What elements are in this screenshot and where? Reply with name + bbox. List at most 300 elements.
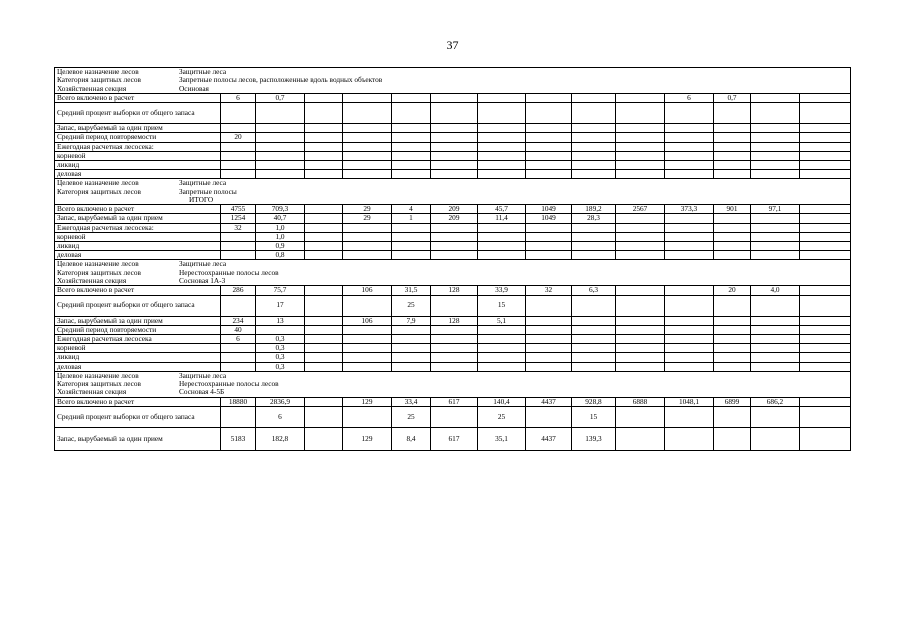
table-cell [751, 93, 800, 102]
table-cell [343, 223, 392, 232]
table-cell [800, 316, 851, 325]
table-cell [478, 251, 526, 260]
table-cell: 1 [392, 214, 431, 223]
table-cell [305, 427, 343, 450]
table-cell [343, 124, 392, 133]
row-label: Средний процент выборки от общего запаса [55, 406, 221, 427]
table-cell [305, 170, 343, 179]
table-cell: 617 [431, 427, 478, 450]
section-header-line [57, 188, 848, 196]
table-cell [572, 170, 616, 179]
table-cell [572, 151, 616, 160]
table-cell [572, 103, 616, 124]
table-cell [431, 362, 478, 371]
table-cell [343, 406, 392, 427]
section-header [55, 179, 851, 205]
table-cell [751, 232, 800, 241]
table-cell [800, 397, 851, 406]
table-cell [616, 160, 665, 169]
table-cell [714, 124, 751, 133]
table-cell [343, 353, 392, 362]
table-cell [478, 353, 526, 362]
table-cell [616, 251, 665, 260]
table-cell [305, 232, 343, 241]
table-cell [800, 242, 851, 251]
header-key: Хозяйственная секция [57, 83, 127, 93]
table-cell: 901 [714, 205, 751, 214]
table-cell: 4,0 [751, 286, 800, 295]
table-cell [572, 362, 616, 371]
table-cell [800, 170, 851, 179]
table-row [55, 160, 851, 169]
table-cell [305, 334, 343, 343]
table-cell [751, 353, 800, 362]
table-cell [616, 170, 665, 179]
table-cell: 0,9 [256, 242, 305, 251]
row-label: ликвид [55, 353, 221, 362]
header-key: Категория защитных лесов [57, 267, 141, 277]
table-cell [616, 406, 665, 427]
table-row [55, 397, 851, 406]
row-label: Всего включено в расчет [55, 397, 221, 406]
table-cell [305, 286, 343, 295]
table-cell [665, 214, 714, 223]
table-cell: 7,9 [392, 316, 431, 325]
table-cell: 1048,1 [665, 397, 714, 406]
table-cell [751, 344, 800, 353]
table-cell [616, 242, 665, 251]
row-label: Средний процент выборки от общего запаса [55, 103, 221, 124]
table-cell [800, 251, 851, 260]
table-cell [431, 133, 478, 142]
table-cell [305, 295, 343, 316]
table-cell: 4437 [526, 427, 572, 450]
table-cell [392, 142, 431, 151]
table-cell [478, 170, 526, 179]
table-cell [751, 251, 800, 260]
table-cell [431, 295, 478, 316]
table-cell [305, 325, 343, 334]
table-cell [714, 214, 751, 223]
section-header-line [57, 380, 848, 388]
table-cell: 686,2 [751, 397, 800, 406]
table-cell [431, 124, 478, 133]
table-cell [800, 295, 851, 316]
row-label: Средний период повторяемости [55, 133, 221, 142]
table-cell [305, 344, 343, 353]
table-cell [572, 242, 616, 251]
table-cell [714, 151, 751, 160]
table-cell: 97,1 [751, 205, 800, 214]
header-key [57, 196, 179, 204]
table-row [55, 406, 851, 427]
table-cell [714, 103, 751, 124]
table-cell [751, 142, 800, 151]
table-cell: 0,3 [256, 334, 305, 343]
table-cell [431, 406, 478, 427]
table-cell [714, 325, 751, 334]
table-cell [305, 214, 343, 223]
header-value: Сосновая 1А-3 [179, 276, 226, 286]
table-cell [800, 325, 851, 334]
header-value: Нерестоохранные полосы лесов [179, 267, 279, 277]
table-cell: 28,3 [572, 214, 616, 223]
table-cell [392, 103, 431, 124]
table-cell [305, 223, 343, 232]
table-row [55, 142, 851, 151]
table-cell [800, 286, 851, 295]
table-cell [431, 103, 478, 124]
header-value: Запретные полосы [179, 186, 237, 196]
table-cell: 31,5 [392, 286, 431, 295]
table-cell [665, 124, 714, 133]
row-label: Запас, вырубаемый за один прием [55, 124, 221, 133]
table-cell [256, 103, 305, 124]
table-cell [478, 142, 526, 151]
table-row [55, 214, 851, 223]
section-header-line [57, 269, 848, 277]
table-cell [343, 295, 392, 316]
table-cell [665, 325, 714, 334]
table-row [55, 124, 851, 133]
header-value: Защитные леса [179, 371, 227, 380]
table-cell [800, 93, 851, 102]
table-cell [478, 133, 526, 142]
row-label: Средний процент выборки от общего запаса [55, 295, 221, 316]
header-key: Целевое назначение лесов [57, 259, 139, 269]
section-header [55, 68, 851, 94]
table-cell: 18880 [221, 397, 256, 406]
row-label: Запас, вырубаемый за один прием [55, 316, 221, 325]
table-cell [526, 133, 572, 142]
table-cell [572, 93, 616, 102]
table-cell [665, 427, 714, 450]
table-cell [478, 325, 526, 334]
table-cell [526, 170, 572, 179]
table-cell: 0,8 [256, 251, 305, 260]
table-cell [572, 223, 616, 232]
table-cell [714, 406, 751, 427]
table-cell [714, 295, 751, 316]
table-cell [256, 170, 305, 179]
table-cell [800, 160, 851, 169]
table-cell [221, 344, 256, 353]
table-cell [526, 124, 572, 133]
table-cell: 0,3 [256, 362, 305, 371]
row-label: деловая [55, 251, 221, 260]
table-row [55, 232, 851, 241]
row-label: деловая [55, 170, 221, 179]
table-cell [714, 223, 751, 232]
header-key: Хозяйственная секция [57, 276, 127, 286]
table-cell: 32 [221, 223, 256, 232]
table-cell: 4437 [526, 397, 572, 406]
table-cell [478, 334, 526, 343]
table-cell: 6 [221, 93, 256, 102]
header-value: Осиновая [179, 83, 209, 93]
table-cell [392, 344, 431, 353]
table-cell [665, 160, 714, 169]
row-label: Ежегодная расчетная лесосека: [55, 223, 221, 232]
table-cell: 1,0 [256, 223, 305, 232]
table-cell [751, 151, 800, 160]
table-cell [526, 325, 572, 334]
table-row [55, 205, 851, 214]
table-cell: 2567 [616, 205, 665, 214]
section-header-row [55, 371, 851, 397]
row-label: ликвид [55, 242, 221, 251]
table-cell [431, 242, 478, 251]
table-cell [665, 170, 714, 179]
table-cell [343, 362, 392, 371]
table-cell [343, 251, 392, 260]
table-row [55, 170, 851, 179]
page-number: 37 [446, 38, 459, 52]
table-cell [478, 242, 526, 251]
table-cell [526, 334, 572, 343]
table-cell [305, 205, 343, 214]
table-cell [392, 93, 431, 102]
table-cell [305, 124, 343, 133]
table-cell: 140,4 [478, 397, 526, 406]
row-label: Всего включено в расчет [55, 205, 221, 214]
table-cell [714, 427, 751, 450]
table-cell [751, 124, 800, 133]
table-cell [431, 223, 478, 232]
table-cell: 234 [221, 316, 256, 325]
row-label: Средний период повторяемости [55, 325, 221, 334]
table-cell [526, 316, 572, 325]
table-cell [714, 232, 751, 241]
table-cell [392, 170, 431, 179]
table-cell [343, 325, 392, 334]
table-cell [305, 397, 343, 406]
section-header-line [57, 68, 848, 76]
table-cell [665, 232, 714, 241]
row-label: корневой [55, 344, 221, 353]
table-cell: 40 [221, 325, 256, 334]
table-cell [221, 232, 256, 241]
table-cell [751, 334, 800, 343]
table-cell [665, 353, 714, 362]
table-cell [751, 295, 800, 316]
table-row [55, 251, 851, 260]
table-cell [665, 286, 714, 295]
table-cell [431, 344, 478, 353]
table-cell [751, 362, 800, 371]
table-cell [478, 232, 526, 241]
section-header-row [55, 68, 851, 94]
header-key: Целевое назначение лесов [57, 67, 139, 76]
table-cell [572, 142, 616, 151]
table-row [55, 344, 851, 353]
table-cell: 6 [665, 93, 714, 102]
table-cell: 25 [392, 295, 431, 316]
table-cell [431, 142, 478, 151]
table-cell [751, 406, 800, 427]
row-label: Всего включено в расчет [55, 286, 221, 295]
table-cell [221, 103, 256, 124]
table-cell [343, 170, 392, 179]
table-cell: 1049 [526, 214, 572, 223]
header-value: Запретные полосы лесов, расположенные вдоль водных объектов [179, 75, 383, 85]
table-cell: 75,7 [256, 286, 305, 295]
table-cell: 25 [392, 406, 431, 427]
table-cell [665, 103, 714, 124]
table-cell: 5183 [221, 427, 256, 450]
table-cell [478, 151, 526, 160]
table-cell: 15 [478, 295, 526, 316]
table-cell [572, 124, 616, 133]
table-cell [431, 353, 478, 362]
table-cell: 2836,9 [256, 397, 305, 406]
table-cell [305, 93, 343, 102]
table-cell [616, 362, 665, 371]
table-cell: 13 [256, 316, 305, 325]
table-cell [221, 142, 256, 151]
table-cell: 129 [343, 427, 392, 450]
table-cell [714, 353, 751, 362]
table-cell: 182,8 [256, 427, 305, 450]
table-cell [343, 142, 392, 151]
table-cell [800, 214, 851, 223]
table-cell [572, 133, 616, 142]
table-cell [526, 353, 572, 362]
table-cell [616, 151, 665, 160]
table-cell [478, 223, 526, 232]
table-cell [305, 353, 343, 362]
table-cell [526, 160, 572, 169]
table-cell [714, 142, 751, 151]
table-cell [343, 103, 392, 124]
table-cell [714, 362, 751, 371]
table-cell [572, 334, 616, 343]
table-cell [221, 151, 256, 160]
table-cell [616, 286, 665, 295]
table-cell [800, 205, 851, 214]
table-cell [431, 334, 478, 343]
header-key: Целевое назначение лесов [57, 178, 139, 188]
table-cell: 29 [343, 205, 392, 214]
table-cell [221, 242, 256, 251]
table-cell [665, 362, 714, 371]
table-cell [714, 242, 751, 251]
allowable-cut-table [54, 67, 851, 451]
row-label: Всего включено в расчет [55, 93, 221, 102]
header-value: Нерестоохранные полосы лесов [179, 379, 279, 389]
table-cell [751, 223, 800, 232]
table-cell [431, 93, 478, 102]
table-cell [343, 344, 392, 353]
table-cell [478, 124, 526, 133]
table-cell [616, 103, 665, 124]
table-cell [431, 251, 478, 260]
row-label: Запас, вырубаемый за один прием [55, 427, 221, 450]
row-label: Ежегодная расчетная лесосека [55, 334, 221, 343]
table-cell [392, 242, 431, 251]
table-cell [665, 142, 714, 151]
table-cell [392, 334, 431, 343]
table-row [55, 295, 851, 316]
table-cell: 35,1 [478, 427, 526, 450]
section-header-line [57, 388, 848, 396]
table-cell [431, 160, 478, 169]
table-cell [478, 160, 526, 169]
section-header-line [57, 76, 848, 84]
table-cell: 709,3 [256, 205, 305, 214]
table-cell [431, 170, 478, 179]
table-cell [714, 334, 751, 343]
header-value: Защитные леса [179, 259, 227, 269]
table-cell [526, 103, 572, 124]
header-key: Категория защитных лесов [57, 186, 141, 196]
table-cell [305, 103, 343, 124]
table-cell [305, 242, 343, 251]
table-cell [800, 103, 851, 124]
table-cell [572, 160, 616, 169]
table-cell: 4755 [221, 205, 256, 214]
table-cell [800, 406, 851, 427]
table-cell [800, 151, 851, 160]
table-cell [221, 406, 256, 427]
header-value: Защитные леса [179, 178, 227, 188]
table-cell [526, 295, 572, 316]
table-cell [526, 406, 572, 427]
row-label: Ежегодная расчетная лесосека: [55, 142, 221, 151]
table-cell [256, 133, 305, 142]
table-cell [256, 151, 305, 160]
table-cell [256, 124, 305, 133]
table-cell: 17 [256, 295, 305, 316]
header-key: Хозяйственная секция [57, 387, 127, 397]
table-cell [751, 160, 800, 169]
section-header-line [57, 196, 848, 204]
row-label: ликвид [55, 160, 221, 169]
table-cell [751, 325, 800, 334]
table-cell [305, 406, 343, 427]
table-cell: 1254 [221, 214, 256, 223]
table-cell [665, 406, 714, 427]
table-cell: 1049 [526, 205, 572, 214]
table-cell [392, 251, 431, 260]
table-cell [616, 232, 665, 241]
table-cell [221, 124, 256, 133]
table-row [55, 242, 851, 251]
section-header-line [57, 372, 848, 380]
table-cell [800, 133, 851, 142]
table-cell [392, 151, 431, 160]
row-label: корневой [55, 151, 221, 160]
table-row [55, 316, 851, 325]
table-cell: 25 [478, 406, 526, 427]
table-cell: 6 [221, 334, 256, 343]
table-cell [572, 325, 616, 334]
table-row [55, 103, 851, 124]
row-label: корневой [55, 232, 221, 241]
table-cell [221, 362, 256, 371]
section-header-row [55, 260, 851, 286]
table-cell [616, 133, 665, 142]
table-cell [616, 316, 665, 325]
table-cell [343, 160, 392, 169]
header-value: Защитные леса [179, 67, 227, 76]
table-cell [665, 223, 714, 232]
table-cell [431, 325, 478, 334]
table-cell [343, 242, 392, 251]
table-cell [221, 170, 256, 179]
section-header-line [57, 85, 848, 93]
table-cell: 1,0 [256, 232, 305, 241]
